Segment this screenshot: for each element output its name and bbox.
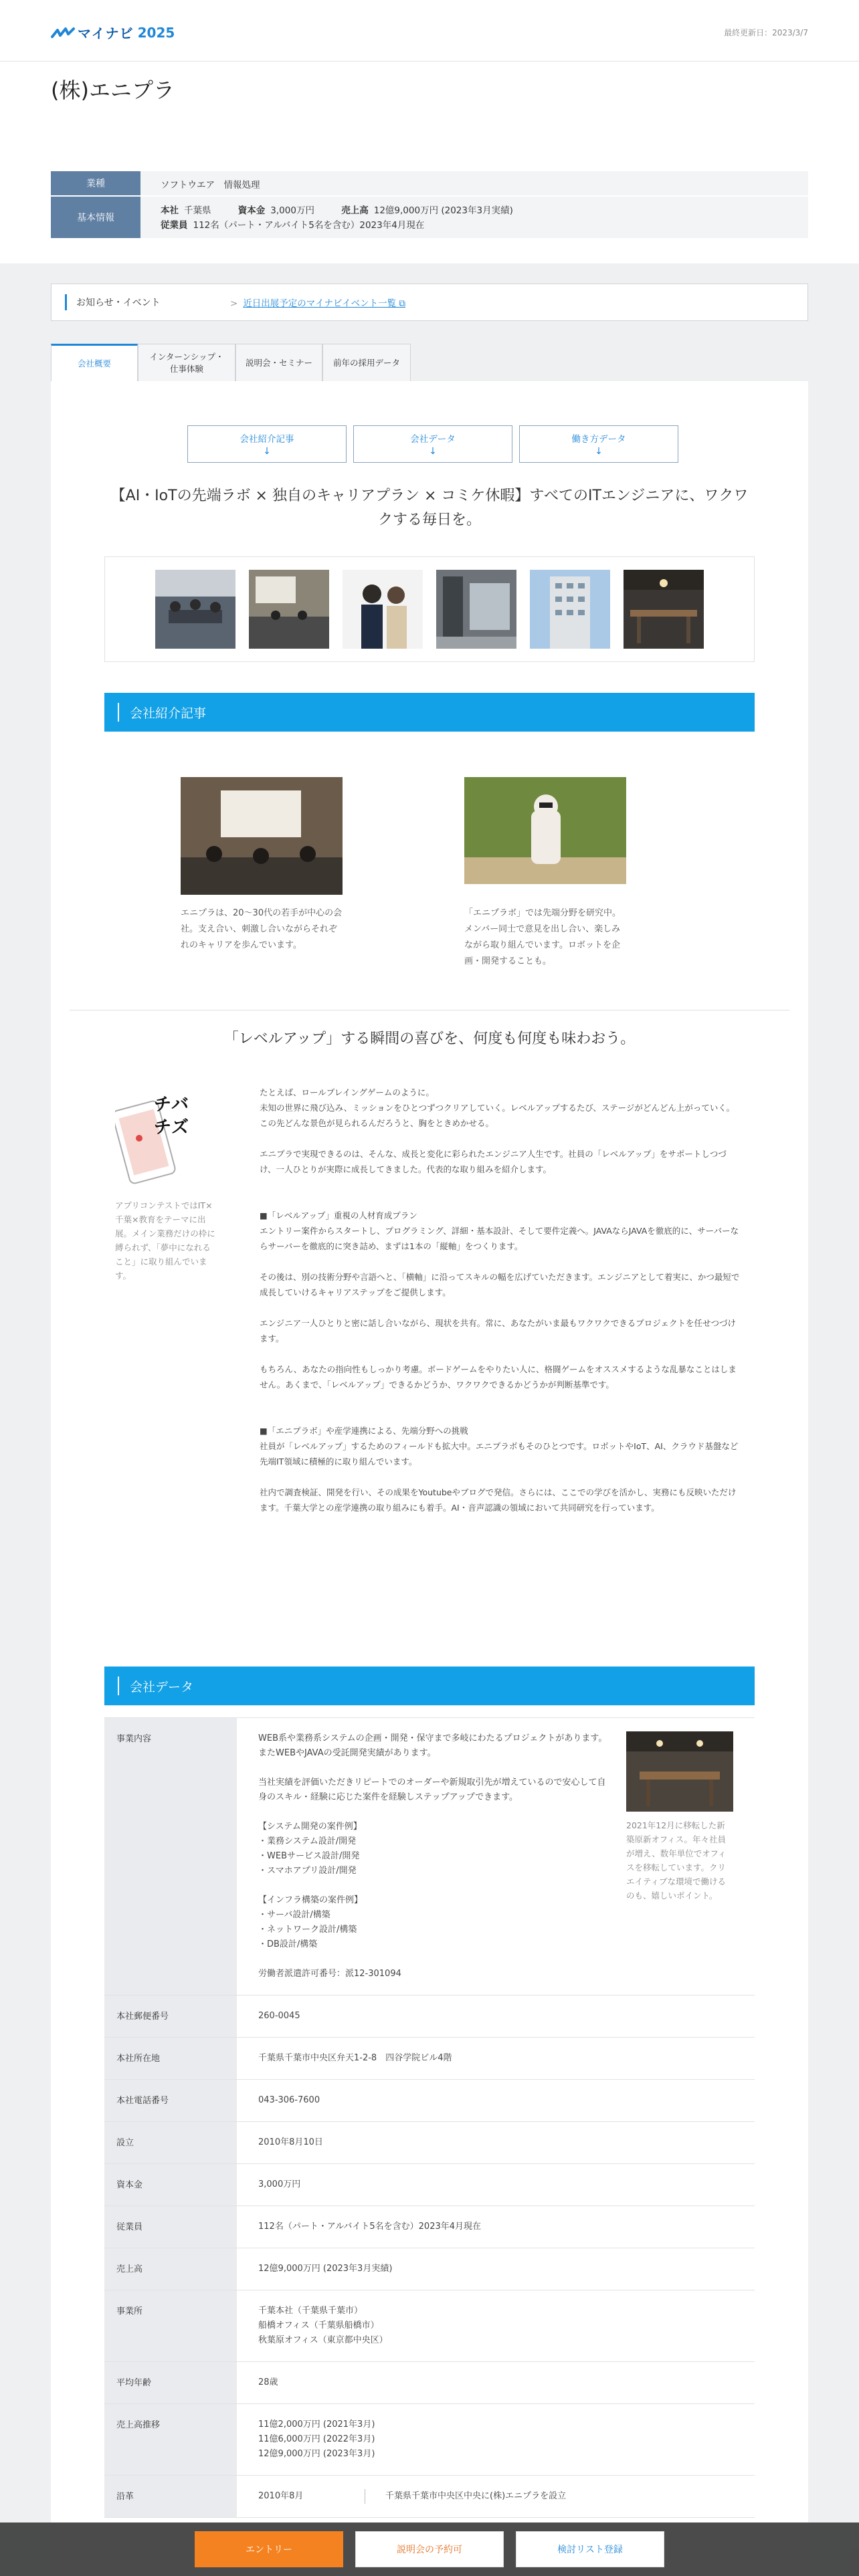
sales-value: 12億9,000万円 (2023年3月実績) xyxy=(373,205,513,216)
article-card-young-team[interactable] xyxy=(181,777,343,954)
svg-text:チ: チ xyxy=(154,1117,172,1138)
table-row xyxy=(104,2476,755,2518)
anchor-label: 働き方データ xyxy=(571,434,626,445)
section-header-articles xyxy=(104,693,755,732)
row-value: 28歳 xyxy=(258,2377,278,2387)
industry-row xyxy=(51,171,808,197)
business-line: WEB系や業務系システムの企画・開発・保守まで多岐にわたるプロジェクトがあります。またWEBやJAVAの受託開発実績があります。 xyxy=(258,1733,607,1758)
company-summary-table xyxy=(51,171,808,239)
row-value: 2010年8月10日 xyxy=(258,2137,323,2147)
office-photo-block xyxy=(626,1731,733,1981)
sales-key: 売上高 xyxy=(341,205,369,216)
gallery-photo-staff[interactable] xyxy=(343,570,423,649)
row-value: 12億9,000万円 (2023年3月実績) xyxy=(258,2264,393,2274)
basic-info-row xyxy=(51,197,808,239)
tab-internship-label: インターンシップ・ 仕事体験 xyxy=(149,351,224,374)
row-value: 260-0045 xyxy=(258,2011,300,2021)
history-entry xyxy=(258,2489,733,2504)
anchor-label: 会社データ xyxy=(410,434,456,445)
paragraph: エンジニア一人ひとりと密に話し合いながら、現状を共有。常に、あなたがいま最もワクワクできるプロジェクトを任せつづけます。 xyxy=(260,1318,736,1344)
business-line: ・スマホアプリ設計/開発 xyxy=(258,1866,357,1876)
photo-gallery xyxy=(104,556,755,662)
app-contest-caption: アプリコンテストではIT×千葉×教育をテーマに出展。メイン業務だけの枠に縛られず、「夢中になれること」に取り組んでいます。 xyxy=(115,1200,215,1281)
anchor-company-data[interactable] xyxy=(353,425,512,463)
row-key: 売上高推移 xyxy=(104,2404,237,2475)
table-row xyxy=(104,2038,755,2080)
sales-line: 11億2,000万円 (2021年3月) xyxy=(258,2420,375,2430)
business-line: ・業務システム設計/開発 xyxy=(258,1836,357,1846)
chevron-right-icon: > xyxy=(230,298,238,309)
table-row xyxy=(104,1996,755,2038)
section-accent xyxy=(118,703,119,722)
app-contest-image xyxy=(115,1085,195,1185)
paragraph: エニプラで実現できるのは、そんな、成長と変化に彩られたエンジニア人生です。社員の「レベルアップ」をサポートしつづけ、一人ひとりが実際に成長してきました。代表的な取り組みを紹介します。 xyxy=(260,1149,727,1174)
row-key: 資本金 xyxy=(104,2164,237,2206)
bottom-action-bar xyxy=(0,2523,859,2576)
industry-label: 業種 xyxy=(51,171,140,197)
history-text: 千葉県千葉市中央区中央に(株)エニプラを設立 xyxy=(385,2491,567,2501)
row-key: 沿革 xyxy=(104,2476,237,2517)
tab-last-year-data[interactable]: 前年の採用データ xyxy=(322,344,411,381)
tab-internship[interactable] xyxy=(138,344,235,381)
anchor-company-articles[interactable] xyxy=(187,425,347,463)
row-value xyxy=(237,2476,755,2517)
levelup-title: 「レベルアップ」する瞬間の喜びを、何度も何度も味わおう。 xyxy=(223,1031,636,1047)
arrow-down-icon: ↓ xyxy=(429,446,437,457)
business-line: ・ネットワーク設計/構築 xyxy=(258,1925,357,1935)
logo-text: マイナビ xyxy=(78,25,134,41)
seminar-reserve-button[interactable]: 説明会の予約可 xyxy=(355,2531,504,2567)
article-photo xyxy=(181,777,343,895)
article-caption: 「エニプラボ」では先端分野を研究中。メンバー同士で意見を出し合い、楽しみながら取り組んでいます。ロボットを企画・開発することも。 xyxy=(464,908,622,966)
row-key: 設立 xyxy=(104,2122,237,2163)
gallery-photo-office-interior[interactable] xyxy=(624,570,704,649)
svg-text:バ: バ xyxy=(171,1095,189,1115)
paragraph: 社内で調査検証、開発を行い、その成果をYoutubeやブログで発信。さらには、ここでの学びを活かし、実務にも反映いただけます。千葉大学との産学連携の取り組みにも着手。AI・音声認識の領域において共同研究を行っています。 xyxy=(260,1487,737,1513)
hq-key: 本社 xyxy=(161,205,179,216)
business-line xyxy=(258,1879,613,1893)
section-accent xyxy=(118,1677,119,1695)
history-year: 2010年8月 xyxy=(258,2489,365,2504)
table-row xyxy=(104,2122,755,2164)
business-line: ・WEBサービス設計/開発 xyxy=(258,1851,360,1861)
employees-value: 112名（パート・アルバイト5名を含む）2023年4月現在 xyxy=(193,220,425,231)
business-line: 【インフラ構築の案件例】 xyxy=(258,1895,363,1905)
table-row xyxy=(104,2290,755,2362)
business-line: 労働者派遣許可番号：派12-301094 xyxy=(258,1969,401,1979)
anchor-label: 会社紹介記事 xyxy=(240,434,294,445)
capital-key: 資本金 xyxy=(237,205,266,216)
row-value xyxy=(237,2404,755,2475)
office-photo-caption: 2021年12月に移転した新築原新オフィス。年々社員が増え、数年単位でオフィスを移転しています。クリエイティブな環境で働けるのも、嬉しいポイント。 xyxy=(626,1820,727,1901)
last-updated: 最終更新日：2023/3/7 xyxy=(724,28,808,37)
business-line: 【システム開発の案件例】 xyxy=(258,1822,362,1832)
basic-info-value xyxy=(140,197,808,239)
business-line xyxy=(258,1761,613,1776)
levelup-body xyxy=(260,1085,741,1531)
arrow-down-icon: ↓ xyxy=(263,446,271,457)
row-key: 本社電話番号 xyxy=(104,2080,237,2121)
entry-button[interactable]: エントリー xyxy=(195,2531,343,2567)
table-row xyxy=(104,2362,755,2404)
office-line: 千葉本社（千葉県千葉市） xyxy=(258,2306,363,2316)
row-value: 3,000万円 xyxy=(258,2179,301,2189)
paragraph: もちろん、あなたの指向性もしっかり考慮。ボードゲームをやりたい人に、格闘ゲームをオススメするような乱暴なことはしません。あくまで、「レベルアップ」できるかどうか、ワクワクできるかどうかが判断基準です。 xyxy=(260,1364,737,1390)
anchor-work-style-data[interactable] xyxy=(519,425,678,463)
row-key: 事業内容 xyxy=(104,1718,237,1995)
tab-company-overview[interactable]: 会社概要 xyxy=(51,344,138,381)
office-line: 船橋オフィス（千葉県船橋市） xyxy=(258,2321,379,2331)
arrow-down-icon: ↓ xyxy=(595,446,603,457)
capital-value: 3,000万円 xyxy=(270,205,314,216)
business-line: ・DB設計/構築 xyxy=(258,1939,318,1949)
main-content xyxy=(51,381,808,2576)
sales-line: 11億6,000万円 (2022年3月) xyxy=(258,2434,375,2444)
paragraph: その後は、別の技術分野や言語へと、「横軸」に沿ってスキルの幅を広げていただきます。エンジニアとして着実に、かつ最短で成長していけるキャリアステップをご提供します。 xyxy=(260,1272,740,1297)
top-bar xyxy=(0,0,859,62)
gallery-photo-seminar[interactable] xyxy=(249,570,329,649)
notice-accent xyxy=(65,294,67,310)
table-row xyxy=(104,2404,755,2476)
notice-label: お知らせ・イベント xyxy=(76,298,161,308)
business-line: ・サーバ設計/構築 xyxy=(258,1910,330,1920)
notice-bar xyxy=(51,284,808,321)
row-key: 従業員 xyxy=(104,2206,237,2248)
company-name: (株)エニプラ xyxy=(51,78,175,103)
paragraph: ■「レベルアップ」重視の人材育成プラン エントリー案件からスタートし、プログラミング、詳細・基本設計、そして要件定義へ。JAVAならJAVAを徹底的に、サーバーならサーバーを徹底的に突き詰め、まずは1本の「縦軸」をつくります。 xyxy=(260,1210,739,1251)
article-caption: エニプラは、20～30代の若手が中心の会社。支え合い、刺激し合いながらそれぞれのキャリアを歩んでいます。 xyxy=(181,908,343,950)
gallery-photo-building-lobby[interactable] xyxy=(436,570,516,649)
row-key: 平均年齢 xyxy=(104,2362,237,2403)
office-photo xyxy=(626,1731,733,1812)
anchor-links xyxy=(187,425,678,463)
business-line: 当社実績を評価いただきリピートでのオーダーや新規取引先が増えているので安心して自身のスキル・経験に応じた案件を経験しステップアップできます。 xyxy=(258,1778,606,1802)
gallery-photo-office-meeting[interactable] xyxy=(155,570,235,649)
sales-line: 12億9,000万円 (2023年3月) xyxy=(258,2449,375,2459)
catchcopy: 【AI・IoTの先端ラボ × 独自のキャリアプラン × コミケ休暇】すべてのITエンジニアに、ワクワクする毎日を。 xyxy=(110,488,749,528)
table-row xyxy=(104,2206,755,2248)
section-title: 会社データ xyxy=(130,1679,194,1695)
table-row xyxy=(104,2248,755,2290)
article-photo xyxy=(464,777,626,895)
tab-seminars[interactable]: 説明会・セミナー xyxy=(235,344,322,381)
employees-key: 従業員 xyxy=(161,220,188,231)
row-value: 112名（パート・アルバイト5名を含む）2023年4月現在 xyxy=(258,2222,482,2232)
row-key: 本社所在地 xyxy=(104,2038,237,2079)
hq-value: 千葉県 xyxy=(184,205,211,216)
company-header xyxy=(0,62,859,263)
row-value: 千葉県千葉市中央区弁天1-2-8 四谷学院ビル4階 xyxy=(258,2053,452,2063)
industry-value: ソフトウエア 情報処理 xyxy=(140,171,808,197)
row-key: 事業所 xyxy=(104,2290,237,2361)
section-header-company-data xyxy=(104,1667,755,1705)
business-line xyxy=(258,1805,613,1820)
paragraph: ■「エニプラボ」や産学連携による、先端分野への挑戦 社員が「レベルアップ」するためのフィールドも拡大中。エニプラボもそのひとつです。ロボットやIoT、AI、クラウド基盤など先端IT領域に積極的に取り組んでいます。 xyxy=(260,1426,739,1467)
section-title: 会社紹介記事 xyxy=(130,706,207,721)
site-logo[interactable] xyxy=(51,23,175,42)
tab-bar xyxy=(51,344,411,381)
add-to-list-button[interactable]: 検討リスト登録 xyxy=(516,2531,664,2567)
table-row xyxy=(104,2164,755,2206)
svg-text:ズ: ズ xyxy=(171,1117,189,1138)
event-list-link-text: 近日出展予定のマイナビイベント一覧 ⧉ xyxy=(243,298,406,309)
row-value xyxy=(237,1718,755,1995)
row-value xyxy=(237,2290,755,2361)
row-value: 043-306-7600 xyxy=(258,2095,320,2105)
row-key: 売上高 xyxy=(104,2248,237,2290)
logo-year: 2025 xyxy=(137,24,175,41)
company-data-table xyxy=(104,1717,755,2518)
logo-mark-icon xyxy=(51,26,75,39)
office-line: 秋葉原オフィス（東京都中央区） xyxy=(258,2335,388,2345)
business-description xyxy=(258,1731,613,1981)
event-list-link[interactable] xyxy=(230,296,405,309)
paragraph: たとえば、ロールプレイングゲームのように。 未知の世界に飛び込み、ミッションをひとつずつクリアしていく。レベルアップするたび、ステージがどんどん上がっていく。この先どんな景色が見られるんだろうと、胸をときめかせる。 xyxy=(260,1087,735,1128)
table-row xyxy=(104,1718,755,1996)
basic-info-label: 基本情報 xyxy=(51,197,140,239)
table-row xyxy=(104,2080,755,2122)
article-card-lab[interactable] xyxy=(464,777,626,970)
row-key: 本社郵便番号 xyxy=(104,1996,237,2037)
gallery-photo-building-exterior[interactable] xyxy=(530,570,610,649)
spacer xyxy=(258,1952,613,1967)
svg-text:チ: チ xyxy=(154,1095,172,1115)
